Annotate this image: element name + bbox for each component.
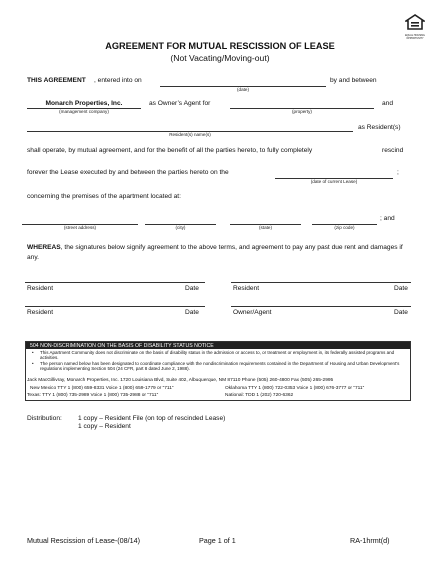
resident-label-3: Resident <box>27 309 54 316</box>
page-title: AGREEMENT FOR MUTUAL RESCISSION OF LEASE <box>105 41 335 51</box>
whereas-label: WHEREAS <box>27 244 61 251</box>
management-company: Monarch Properties, Inc. <box>45 100 123 107</box>
contact-new-mexico: New Mexico TTY 1 (800) 659-8331 Voice 1 (800) 659-1779 or “711” <box>30 386 174 391</box>
zip-caption: (zip code) <box>334 225 355 230</box>
resident-signature-line-2[interactable] <box>231 282 411 283</box>
this-agreement-label: THIS AGREEMENT <box>27 77 86 84</box>
and-label: and <box>382 100 394 107</box>
semicolon: ; <box>397 169 399 176</box>
distribution-copy-2: 1 copy – Resident <box>78 423 131 430</box>
resident-label-1: Resident <box>27 285 54 292</box>
concerning-text: concerning the premises of the apartment located at: <box>27 193 181 200</box>
date-label-2: Date <box>394 285 408 292</box>
owners-agent-label: as Owner’s Agent for <box>149 100 211 107</box>
distribution-label: Distribution: <box>27 415 62 422</box>
notice-bullet-1: • This Apartment Community does not discriminate on the basis of disability status in the admission or access to, or treatment or employment in, its federally assisted programs and activities. <box>32 349 395 361</box>
bullet-icon: • <box>32 349 34 355</box>
contact-info: Jack MacGillivray, Monarch Properties, Inc. 1720 Louisiana Blvd, Suite 402, Albuquerque, NM 87110 Phone (505) 260-4800 Fax (505) 265-2995 <box>27 378 334 383</box>
footer-page-number: Page 1 of 1 <box>199 536 236 545</box>
notice-bullet-2: • The person named below has been designated to coordinate compliance with the nondiscrimination requirements contained in the Department of Housing and Urban Development’s regulations implementing Section 504 (24 CFR, part 8 dated June 2, 1988). <box>32 360 400 372</box>
distribution-copy-1: 1 copy – Resident File (on top of rescinded Lease) <box>78 415 226 422</box>
rescind-text: rescind <box>382 147 404 154</box>
by-and-between-label: by and between <box>330 77 377 84</box>
contact-oklahoma: Oklahoma TTY 1 (800) 722-0353 Voice 1 (800) 676-3777 or “711” <box>225 386 365 391</box>
notice-heading: 504 NON-DISCRIMINATION ON THE BASIS OF DISABILITY STATUS NOTICE <box>26 342 410 349</box>
page-subtitle: (Not Vacating/Moving-out) <box>170 53 270 63</box>
bullet-icon: • <box>32 360 34 366</box>
footer-form-code: RA-1hrmt(d) <box>350 536 390 545</box>
owner-agent-signature-line[interactable] <box>231 306 411 307</box>
resident-signature-line-3[interactable] <box>25 306 205 307</box>
footer-form-name: Mutual Rescission of Lease-(08/14) <box>27 536 141 545</box>
state-caption: (state) <box>258 225 273 230</box>
whereas-text: , the signatures below signify agreement to the above terms, and agreement to pay any past due rent and damages if any. <box>27 244 403 261</box>
equal-housing-logo <box>405 14 425 40</box>
house-icon <box>405 14 425 30</box>
disability-notice-box <box>25 341 411 401</box>
date-caption: (date) <box>236 87 249 92</box>
residents-caption: Resident(s) name(s) <box>169 132 211 137</box>
contact-national: National: TDD 1 (202) 720-6362 <box>225 393 294 398</box>
shall-operate-text: shall operate, by mutual agreement, and for the benefit of all the parties hereto, to fully completely <box>27 147 313 154</box>
street-caption: (street address) <box>63 225 97 230</box>
lease-date-caption: (date of current Lease) <box>310 179 358 184</box>
entered-into-label: , entered into on <box>94 77 142 84</box>
forever-lease-text: forever the Lease executed by and between the parties hereto on the <box>27 169 229 176</box>
contact-texas: Texas: TTY 1 (800) 735-2989 Voice 1 (800) 735-2988 or “711” <box>27 393 159 398</box>
management-company-caption: (management company) <box>59 109 109 114</box>
city-caption: (city) <box>175 225 186 230</box>
owner-agent-label: Owner/Agent <box>233 309 272 316</box>
property-caption: (property) <box>292 109 312 114</box>
date-label-4: Date <box>394 309 408 316</box>
logo-text: EQUAL HOUSING OPPORTUNITY <box>405 34 425 40</box>
date-label-1: Date <box>185 285 199 292</box>
resident-signature-line-1[interactable] <box>25 282 205 283</box>
and-end-label: ; and <box>380 215 395 222</box>
whereas-paragraph <box>27 243 412 263</box>
resident-label-2: Resident <box>233 285 260 292</box>
as-residents-label: as Resident(s) <box>358 124 401 131</box>
date-label-3: Date <box>185 309 199 316</box>
